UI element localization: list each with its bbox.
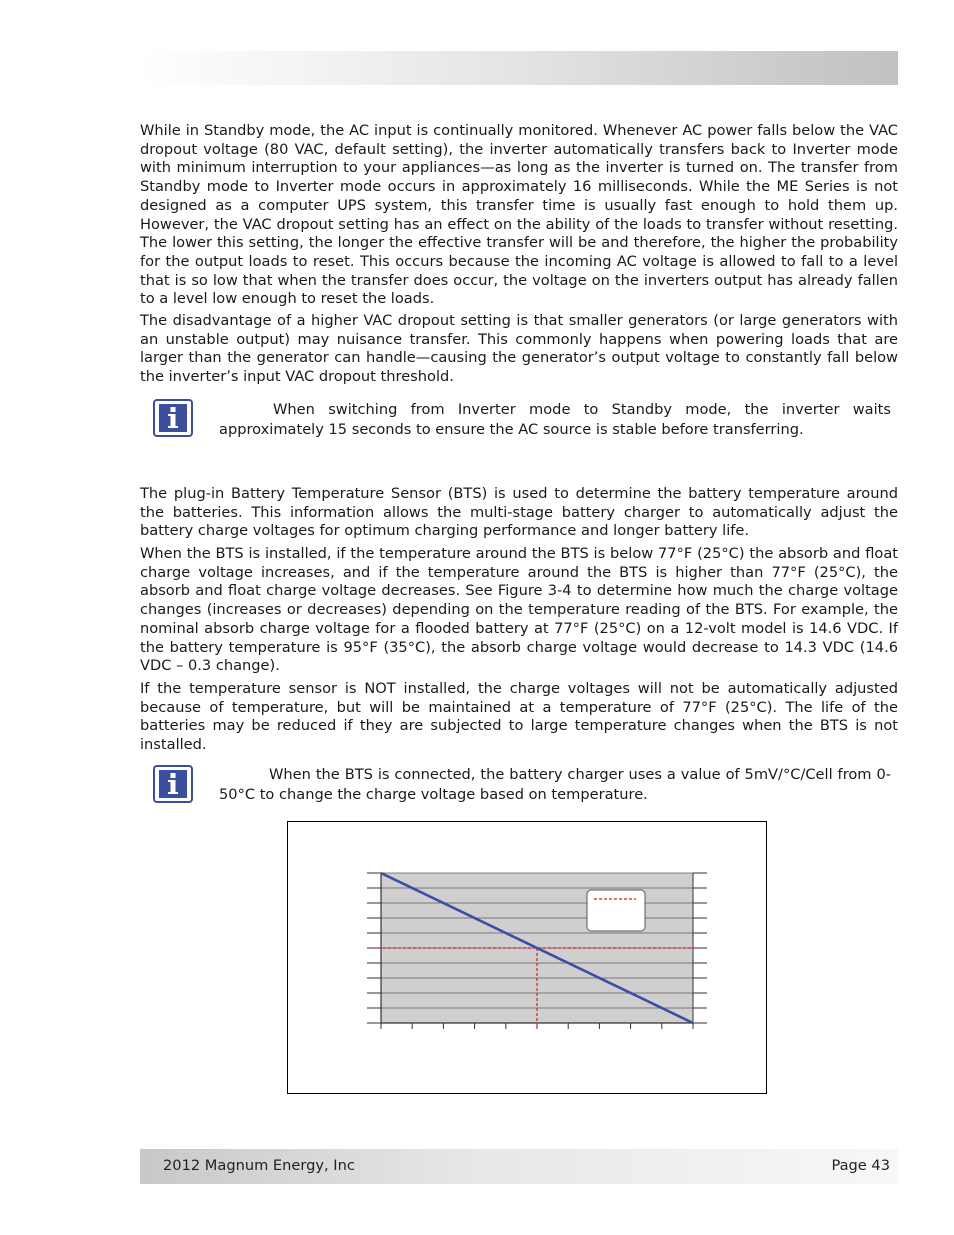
- note-bts-connected: When the BTS is connected, the battery charger uses a value of 5mV/°C/Cell from 0-50°C to change the charge voltage based on temperature.: [219, 766, 891, 803]
- standby-paragraph-2: The disadvantage of a higher VAC dropout setting is that smaller generators (or large generators with an unstable output) may nuisance transfer. This commonly happens when powering loads that are larger than the generator can handle—causing the generator’s output voltage to constantly fall below the inverter’s input VAC dropout threshold.: [140, 312, 898, 386]
- footer-bar: [140, 1149, 898, 1184]
- temperature-compensation-chart: [288, 822, 765, 1092]
- legend-box: [587, 890, 645, 931]
- bts-paragraph-1: The plug-in Battery Temperature Sensor (BTS) is used to determine the battery temperature around the batteries. This information allows the multi-stage battery charger to automatically adjust the battery charge voltages for optimum charging performance and longer battery life.: [140, 485, 898, 540]
- header-bar: [140, 51, 898, 85]
- footer-copyright: 2012 Magnum Energy, Inc: [163, 1157, 355, 1174]
- bts-paragraph-2: When the BTS is installed, if the temperature around the BTS is below 77°F (25°C) the absorb and float charge voltage increases, and if the temperature around the BTS is higher than 77°F (25°C), the absorb and float charge voltage decreases. See Figure 3-4 to determine how much the charge voltage changes (increases or decreases) depending on the temperature reading of the BTS. For example, the nominal absorb charge voltage for a flooded battery at 77°F (25°C) on a 12-volt model is 14.6 VDC. If the battery temperature is 95°F (35°C), the absorb charge voltage would decrease to 14.3 VDC (14.6 VDC – 0.3 change).: [140, 545, 898, 675]
- figure-box: [287, 821, 767, 1094]
- standby-paragraph-1: While in Standby mode, the AC input is continually monitored. Whenever AC power falls below the VAC dropout voltage (80 VAC, default setting), the inverter automatically transfers back to Inverter mode with minimum interruption to your appliances—as long as the inverter is turned on. The transfer from Standby mode to Inverter mode occurs in approximately 16 milliseconds. While the ME Series is not designed as a computer UPS system, this transfer time is usually fast enough to hold them up. However, the VAC dropout setting has an effect on the ability of the loads to transfer without resetting. The lower this setting, the longer the effective transfer will be and therefore, the higher the probability for the output loads to reset. This occurs because the incoming AC voltage is allowed to fall to a level that is so low that when the transfer does occur, the voltage on the inverters output has already fallen to a level low enough to reset the loads.: [140, 122, 898, 308]
- note-standby-transfer: When switching from Inverter mode to Standby mode, the inverter waits approximately 15 seconds to ensure the AC source is stable before transferring.: [219, 401, 891, 438]
- info-icon: [153, 765, 193, 803]
- bts-paragraph-3: If the temperature sensor is NOT installed, the charge voltages will not be automatically adjusted because of temperature, but will be maintained at a temperature of 77°F (25°C). The life of the batteries may be reduced if they are subjected to large temperature changes when the BTS is not installed.: [140, 680, 898, 754]
- footer-page-number: Page 43: [831, 1157, 890, 1174]
- info-icon: [153, 399, 193, 437]
